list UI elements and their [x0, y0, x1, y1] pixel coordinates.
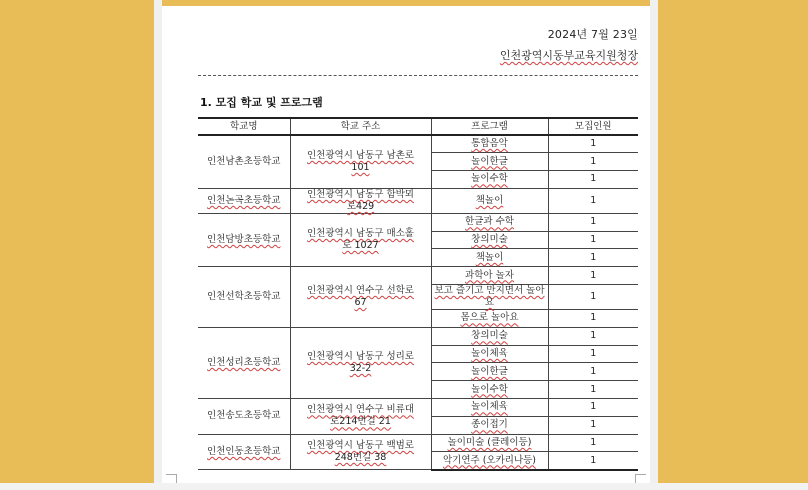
recruitment-table: [198, 117, 638, 471]
table-header-row: [198, 118, 638, 135]
program-name: 놀이한글: [471, 155, 508, 167]
recruit-count: 1: [548, 416, 638, 434]
program-cell: [431, 452, 548, 470]
school-address-cell: [290, 213, 431, 266]
school-address-cell: [290, 434, 431, 470]
recruit-count: 1: [548, 345, 638, 363]
school-name: 인천성리초등학교: [207, 356, 281, 368]
school-name: 인천논곡초등학교: [207, 194, 281, 206]
recruit-count: 1: [548, 310, 638, 328]
program-name: 놀이수학: [471, 173, 508, 185]
program-name: 보고 즐기고 만지면서 놀아요: [434, 285, 545, 309]
program-name: 통합음악: [471, 138, 508, 150]
recruit-count: 1: [548, 213, 638, 231]
viewer-bottom-strip: [0, 483, 808, 490]
viewer-margin-left: [154, 0, 162, 490]
program-name: 종이접기: [471, 419, 508, 431]
table-row: [198, 399, 638, 417]
program-cell: [431, 231, 548, 249]
school-address-cell: [290, 399, 431, 435]
program-name: 놀이체육: [471, 348, 508, 360]
school-address: 인천광역시 남동구 함박뫼로429: [307, 188, 414, 212]
recruit-count: 1: [548, 452, 638, 470]
program-name: 악기연주 (오카리나등): [442, 454, 537, 466]
section-title: 1. 모집 학교 및 프로그램: [200, 96, 323, 109]
program-cell: [431, 327, 548, 345]
program-cell: [431, 153, 548, 171]
school-name-cell: [198, 327, 290, 398]
school-name: 인천송도초등학교: [207, 410, 281, 422]
program-cell: [431, 267, 548, 285]
recruit-count: 1: [548, 381, 638, 399]
program-name: 놀이체육: [471, 401, 508, 413]
viewer-margin-right: [650, 0, 658, 490]
school-name-cell: [198, 188, 290, 213]
recruit-count: 1: [548, 363, 638, 381]
recruit-count: 1: [548, 327, 638, 345]
program-name: 몸으로 놀아요: [460, 312, 519, 324]
program-name: 놀이미술 (클레이등): [447, 437, 532, 449]
school-name: 인천담방초등학교: [207, 234, 281, 246]
table-body: [198, 135, 638, 470]
header-school-name: 학교명: [198, 118, 290, 135]
table-row: [198, 267, 638, 285]
table-row: [198, 213, 638, 231]
school-name: 인천남촌초등학교: [207, 155, 281, 167]
school-address: 인천광역시 연수구 비류대로214번길 21: [307, 404, 414, 428]
table-row: [198, 188, 638, 213]
recruit-count: 1: [548, 267, 638, 285]
recruit-count: 1: [548, 285, 638, 310]
program-cell: [431, 399, 548, 417]
program-cell: [431, 310, 548, 328]
program-cell: [431, 171, 548, 189]
school-name-cell: [198, 135, 290, 188]
program-cell: [431, 434, 548, 452]
school-address-cell: [290, 135, 431, 188]
page-corner-mark: [635, 474, 646, 483]
header-recruit-count: 모집인원: [548, 118, 638, 135]
section-divider: [198, 75, 638, 76]
program-name: 한글과 수학: [465, 216, 514, 228]
issuing-office: 인천광역시동부교육지원청장: [499, 49, 638, 62]
school-address-cell: [290, 188, 431, 213]
table-row: [198, 327, 638, 345]
program-cell: [431, 345, 548, 363]
recruit-count: 1: [548, 399, 638, 417]
recruit-count: 1: [548, 135, 638, 153]
program-name: 놀이수학: [471, 383, 508, 395]
table-row: [198, 135, 638, 153]
school-address-cell: [290, 327, 431, 398]
program-cell: [431, 188, 548, 213]
school-name: 인천인동초등학교: [207, 445, 281, 457]
table-row: [198, 434, 638, 452]
school-address-cell: [290, 267, 431, 328]
recruit-count: 1: [548, 231, 638, 249]
recruit-count: 1: [548, 188, 638, 213]
school-name-cell: [198, 434, 290, 470]
school-name-cell: [198, 267, 290, 328]
program-cell: [431, 363, 548, 381]
program-name: 창의미술: [471, 330, 508, 342]
program-name: 책놀이: [475, 251, 504, 263]
program-cell: [431, 416, 548, 434]
document-date: 2024년 7월 23일: [547, 28, 638, 41]
document-page: [162, 6, 650, 483]
school-name: 인천선학초등학교: [207, 291, 281, 303]
program-name: 책놀이: [475, 194, 504, 206]
recruit-count: 1: [548, 171, 638, 189]
school-address: 인천광역시 남동구 매소홀로 1027: [307, 228, 414, 252]
school-address: 인천광역시 연수구 선학로67: [307, 285, 414, 309]
program-name: 과학아 놀자: [465, 269, 514, 281]
recruit-count: 1: [548, 249, 638, 267]
program-name: 놀이한글: [471, 365, 508, 377]
recruit-count: 1: [548, 434, 638, 452]
program-cell: [431, 135, 548, 153]
school-address: 인천광역시 남동구 성리로 32-2: [307, 350, 414, 374]
recruit-count: 1: [548, 153, 638, 171]
program-cell: [431, 381, 548, 399]
school-address: 인천광역시 남동구 백범로248번길 38: [307, 439, 414, 463]
program-name: 창의미술: [471, 234, 508, 246]
school-address: 인천광역시 남동구 남촌로101: [307, 149, 414, 173]
school-name-cell: [198, 213, 290, 266]
program-cell: [431, 249, 548, 267]
header-program: 프로그램: [431, 118, 548, 135]
program-cell: [431, 285, 548, 310]
program-cell: [431, 213, 548, 231]
header-school-address: 학교 주소: [290, 118, 431, 135]
page-corner-mark: [166, 474, 177, 483]
school-name-cell: [198, 399, 290, 435]
